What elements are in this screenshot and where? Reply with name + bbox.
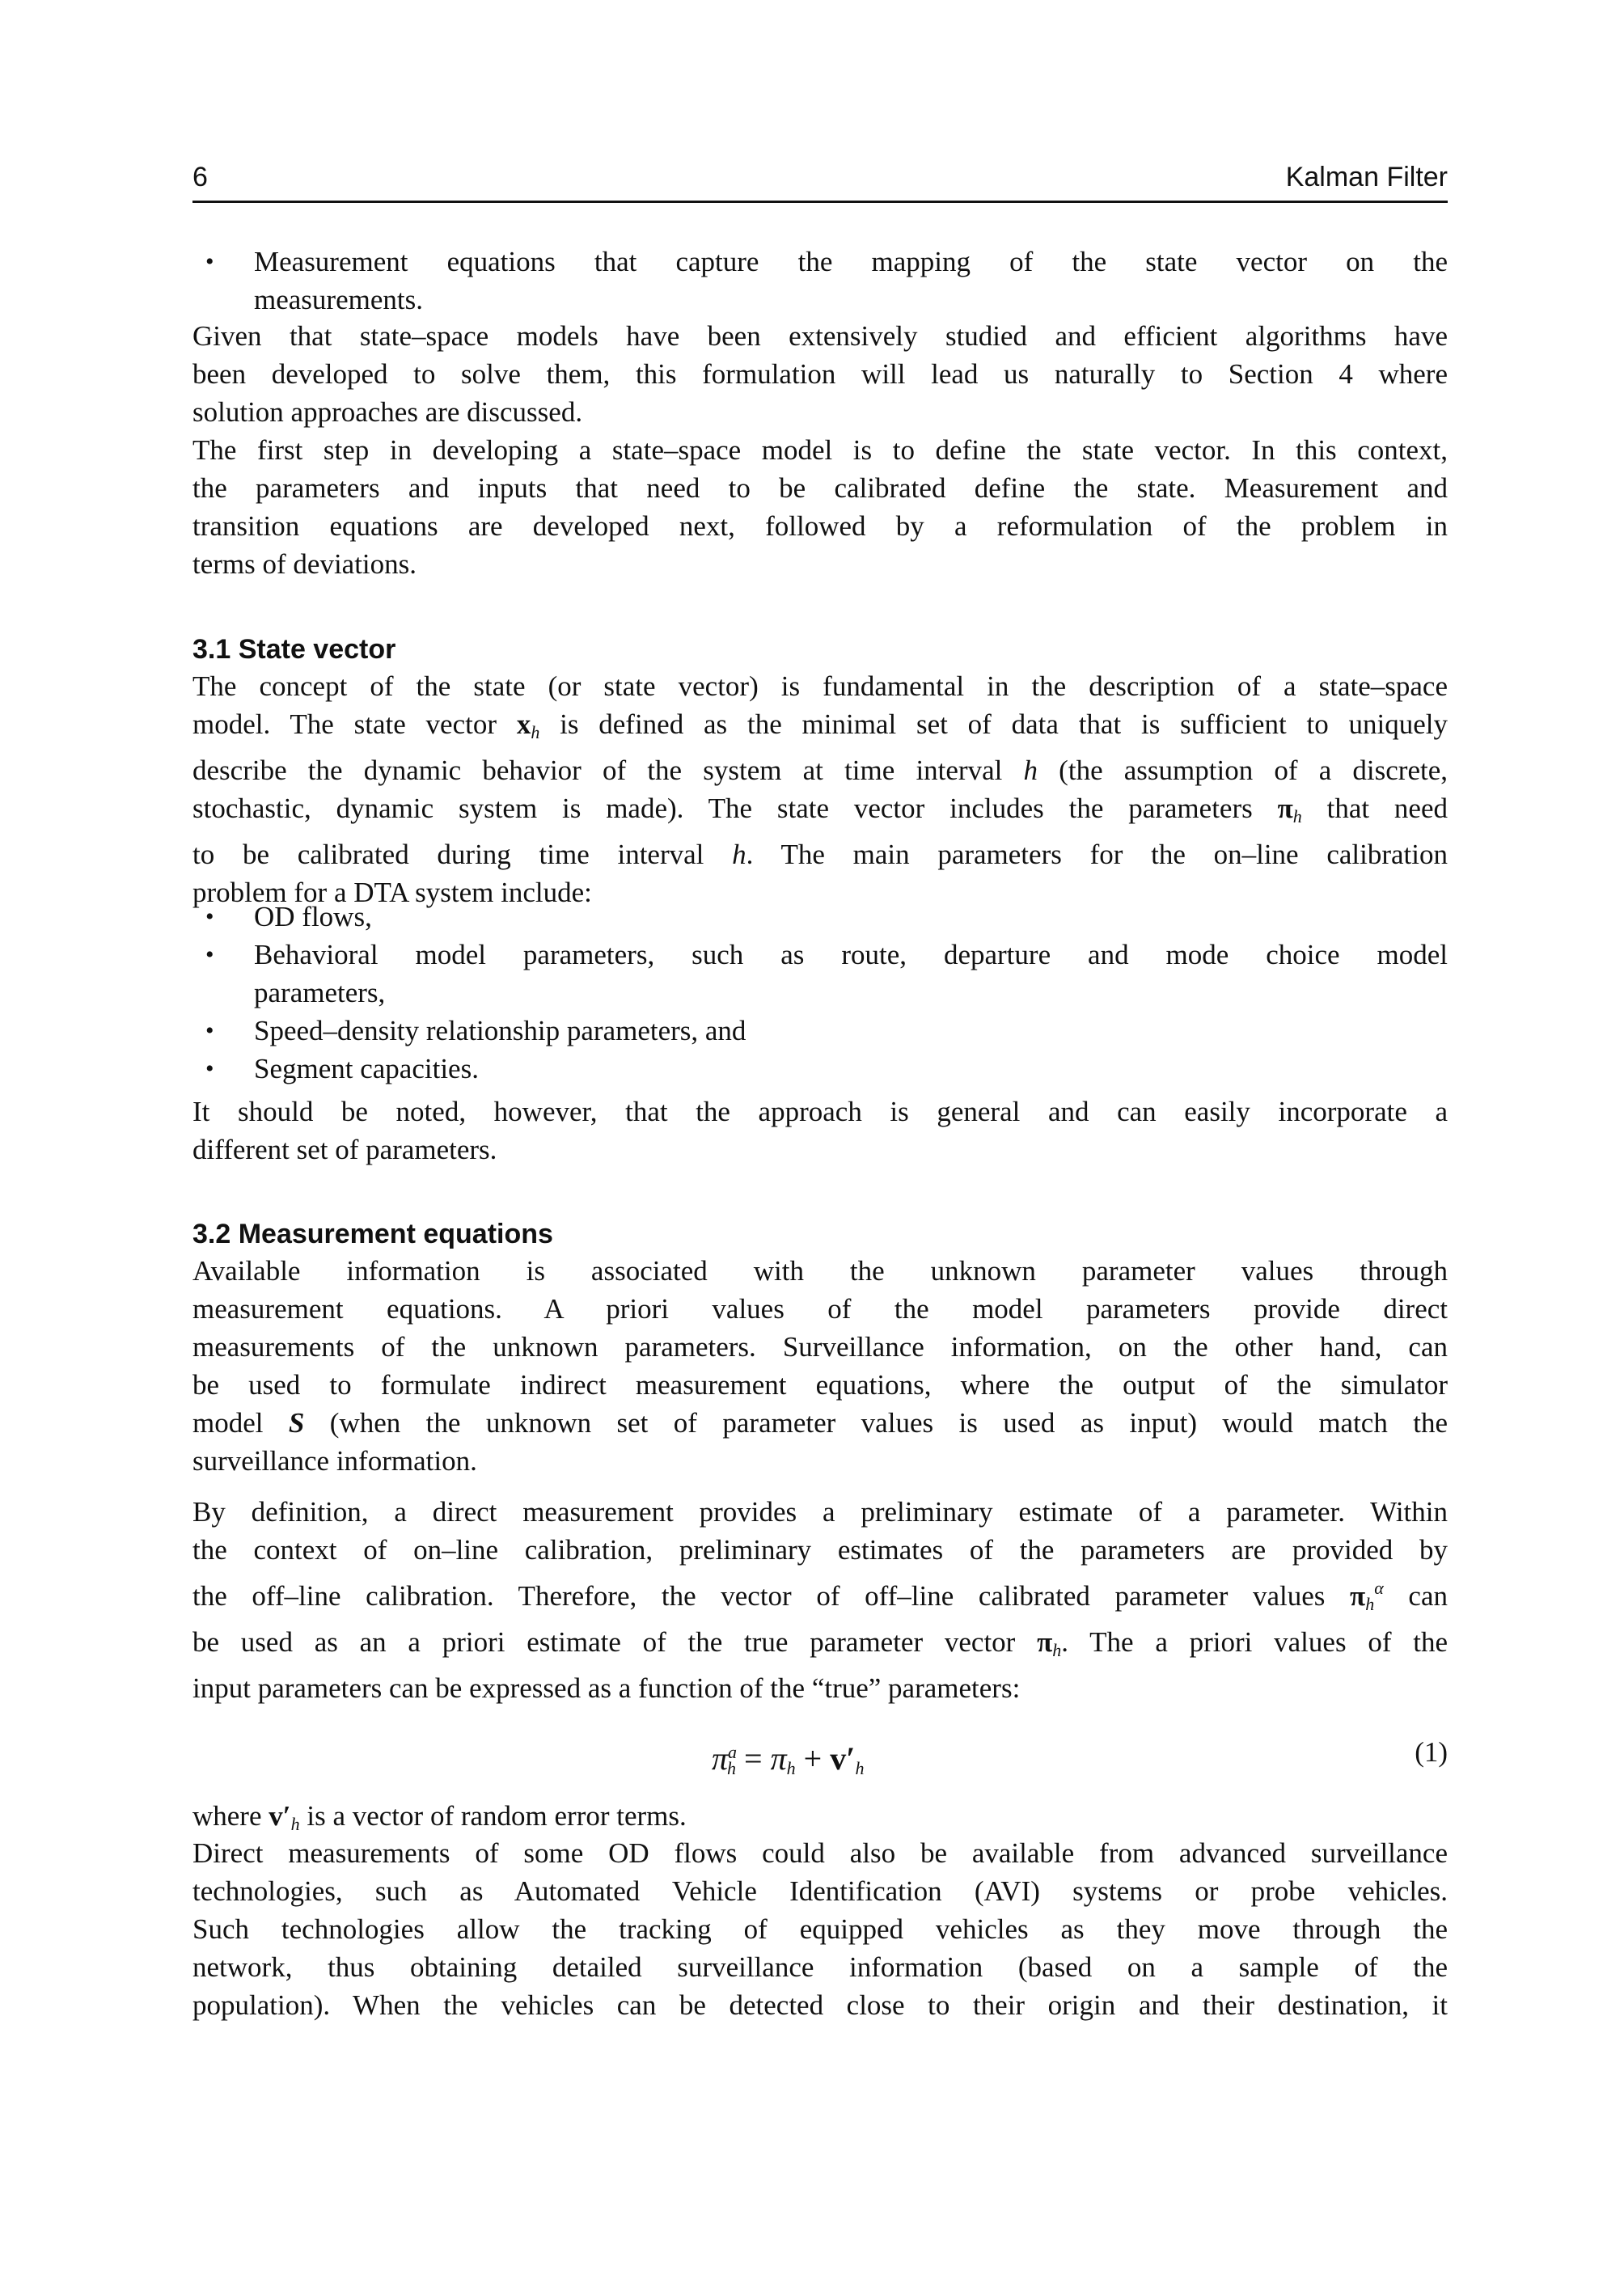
text-line bbox=[192, 355, 1448, 393]
text-run: transition equations are developed next, followed by a reformulation of the problem in bbox=[192, 510, 1448, 542]
text-line bbox=[192, 1404, 1448, 1442]
text-line bbox=[192, 835, 1448, 873]
text-run: (when the unknown set of parameter values is used as input) would match the bbox=[304, 1407, 1448, 1439]
text-run: input parameters can be expressed as a function of the “true” parameters: bbox=[192, 1672, 1021, 1704]
text-run: Available information is associated with the unknown parameter values through bbox=[192, 1255, 1448, 1287]
bullet-item bbox=[205, 898, 1448, 936]
text-run: the off–line calibration. Therefore, the vector of off–line calibrated parameter values bbox=[192, 1580, 1351, 1612]
text-run: model. The state vector bbox=[192, 708, 517, 740]
text-line bbox=[192, 1531, 1448, 1569]
text-run: be used to formulate indirect measurement equations, where the output of the simulator bbox=[192, 1369, 1448, 1401]
text-line bbox=[192, 667, 1448, 705]
text-line bbox=[254, 1050, 1448, 1088]
text-run: stochastic, dynamic system is made). The state vector includes the parameters bbox=[192, 793, 1278, 824]
text-run: Behavioral model parameters, such as route, departure and mode choice model bbox=[254, 939, 1448, 970]
text-run: OD flows, bbox=[254, 901, 372, 932]
text-run: that need bbox=[1301, 793, 1448, 824]
text-line bbox=[192, 1669, 1448, 1707]
paragraph bbox=[192, 1834, 1448, 2024]
text-run: problem for a DTA system include: bbox=[192, 877, 592, 908]
eq-plus: + bbox=[795, 1740, 831, 1777]
text-line bbox=[192, 1910, 1448, 1948]
math-symbol: S bbox=[288, 1407, 305, 1439]
text-line bbox=[192, 1623, 1448, 1669]
bullet-icon: • bbox=[205, 903, 214, 930]
math-symbol: v′ bbox=[269, 1800, 291, 1832]
math-symbol: h bbox=[1023, 755, 1038, 786]
text-line bbox=[192, 1569, 1448, 1623]
math-symbol: h bbox=[531, 722, 540, 742]
bullet-icon: • bbox=[205, 248, 214, 275]
bullet-item bbox=[205, 243, 1448, 319]
text-line bbox=[192, 545, 1448, 583]
math-symbol: α bbox=[1374, 1578, 1384, 1598]
text-run: surveillance information. bbox=[192, 1445, 477, 1477]
text-line bbox=[192, 1986, 1448, 2024]
text-line bbox=[254, 1012, 1448, 1050]
math-symbol: π bbox=[1350, 1580, 1366, 1612]
bullet-item bbox=[205, 1050, 1448, 1088]
text-line bbox=[192, 751, 1448, 789]
text-run: measurement equations. A priori values of the model parameters provide direct bbox=[192, 1293, 1448, 1325]
text-line bbox=[254, 974, 1448, 1012]
text-run: . The main parameters for the on–line calibration bbox=[746, 839, 1448, 870]
math-symbol: h bbox=[732, 839, 746, 870]
bullet-icon: • bbox=[205, 1055, 214, 1082]
text-run: population). When the vehicles can be detected close to their origin and their destination, it bbox=[192, 1989, 1448, 2021]
text-line bbox=[192, 1366, 1448, 1404]
paragraph bbox=[192, 431, 1448, 583]
text-run: measurements. bbox=[254, 284, 423, 315]
text-run: be used as an a priori estimate of the true parameter vector bbox=[192, 1626, 1038, 1658]
text-line bbox=[192, 705, 1448, 751]
text-run: where bbox=[192, 1800, 269, 1832]
text-line bbox=[254, 936, 1448, 974]
text-line bbox=[192, 431, 1448, 469]
paragraph bbox=[192, 667, 1448, 911]
text-line bbox=[192, 393, 1448, 431]
paragraph bbox=[192, 1252, 1448, 1480]
text-line bbox=[192, 1290, 1448, 1328]
eq-sub-rhs: h bbox=[786, 1758, 796, 1778]
eq-v: v′ bbox=[830, 1740, 856, 1777]
paragraph bbox=[192, 1493, 1448, 1707]
text-run: Given that state–space models have been extensively studied and efficient algorithms have bbox=[192, 320, 1448, 352]
text-run: Speed–density relationship parameters, and bbox=[254, 1015, 746, 1046]
paragraph bbox=[192, 1093, 1448, 1169]
text-line bbox=[192, 1948, 1448, 1986]
eq-sub: h bbox=[727, 1758, 737, 1778]
math-symbol: h bbox=[1052, 1640, 1062, 1660]
text-run: The concept of the state (or state vector) is fundamental in the description of a state–space bbox=[192, 670, 1448, 702]
equation-1 bbox=[712, 1732, 864, 1789]
math-symbol: x bbox=[516, 708, 531, 740]
text-line bbox=[192, 469, 1448, 507]
equation-number: (1) bbox=[1415, 1736, 1448, 1768]
text-line bbox=[192, 507, 1448, 545]
text-run: (the assumption of a discrete, bbox=[1038, 755, 1448, 786]
text-run: been developed to solve them, this formulation will lead us naturally to Section 4 where bbox=[192, 358, 1448, 390]
text-run: The first step in developing a state–space model is to define the state vector. In this context, bbox=[192, 434, 1448, 466]
text-line bbox=[192, 1131, 1448, 1169]
text-line bbox=[192, 1834, 1448, 1872]
text-run: solution approaches are discussed. bbox=[192, 396, 583, 428]
text-run: describe the dynamic behavior of the system at time interval bbox=[192, 755, 1024, 786]
text-line bbox=[192, 1442, 1448, 1480]
text-run: terms of deviations. bbox=[192, 548, 417, 580]
running-title: Kalman Filter bbox=[1285, 162, 1448, 192]
section-heading: 3.2 Measurement equations bbox=[192, 1219, 553, 1249]
text-run: technologies, such as Automated Vehicle Identification (AVI) systems or probe vehicles. bbox=[192, 1875, 1448, 1907]
paragraph bbox=[192, 317, 1448, 431]
text-run: is a vector of random error terms. bbox=[299, 1800, 687, 1832]
text-line bbox=[254, 243, 1448, 281]
text-run: the context of on–line calibration, preliminary estimates of the parameters are provided by bbox=[192, 1534, 1448, 1566]
text-run: parameters, bbox=[254, 977, 386, 1008]
text-line bbox=[192, 1093, 1448, 1131]
text-run: the parameters and inputs that need to be calibrated define the state. Measurement and bbox=[192, 472, 1448, 504]
bullet-item bbox=[205, 1012, 1448, 1050]
text-run: model bbox=[192, 1407, 289, 1439]
eq-equals: = bbox=[736, 1740, 771, 1777]
eq-pi: π bbox=[712, 1740, 729, 1777]
text-run: is defined as the minimal set of data that is sufficient to uniquely bbox=[539, 708, 1448, 740]
text-run: It should be noted, however, that the approach is general and can easily incorporate a bbox=[192, 1096, 1448, 1127]
text-line bbox=[192, 1872, 1448, 1910]
header-rule bbox=[192, 201, 1448, 203]
eq-sub-v: h bbox=[855, 1758, 865, 1778]
text-run: Such technologies allow the tracking of equipped vehicles as they move through the bbox=[192, 1913, 1448, 1945]
math-symbol: π bbox=[1037, 1626, 1053, 1658]
bullet-item bbox=[205, 936, 1448, 1012]
text-run: different set of parameters. bbox=[192, 1134, 497, 1165]
text-run: Direct measurements of some OD flows could also be available from advanced surveillance bbox=[192, 1837, 1448, 1869]
bullet-icon: • bbox=[205, 1017, 214, 1044]
section-heading: 3.1 State vector bbox=[192, 634, 396, 665]
math-symbol: h bbox=[1365, 1594, 1375, 1614]
text-line bbox=[192, 1328, 1448, 1366]
text-line bbox=[192, 1252, 1448, 1290]
text-run: network, thus obtaining detailed surveillance information (based on a sample of the bbox=[192, 1951, 1448, 1983]
math-symbol: h bbox=[1292, 806, 1302, 826]
eq-pi-rhs: π bbox=[770, 1740, 787, 1777]
text-line bbox=[192, 317, 1448, 355]
text-line bbox=[254, 281, 1448, 319]
eq-sup: a bbox=[728, 1742, 738, 1762]
text-line bbox=[192, 789, 1448, 835]
text-run: . The a priori values of the bbox=[1061, 1626, 1448, 1658]
text-run: Measurement equations that capture the mapping of the state vector on the bbox=[254, 246, 1448, 277]
text-line bbox=[254, 898, 1448, 936]
math-symbol: π bbox=[1277, 793, 1293, 824]
text-run: By definition, a direct measurement provides a preliminary estimate of a parameter. Within bbox=[192, 1496, 1448, 1528]
text-run: can bbox=[1383, 1580, 1448, 1612]
text-run: to be calibrated during time interval bbox=[192, 839, 733, 870]
bullet-icon: • bbox=[205, 941, 214, 968]
text-run: Segment capacities. bbox=[254, 1053, 479, 1084]
page-number: 6 bbox=[192, 162, 208, 192]
text-line bbox=[192, 1493, 1448, 1531]
text-run: measurements of the unknown parameters. Surveillance information, on the other hand, can bbox=[192, 1331, 1448, 1363]
math-symbol: h bbox=[290, 1814, 300, 1834]
